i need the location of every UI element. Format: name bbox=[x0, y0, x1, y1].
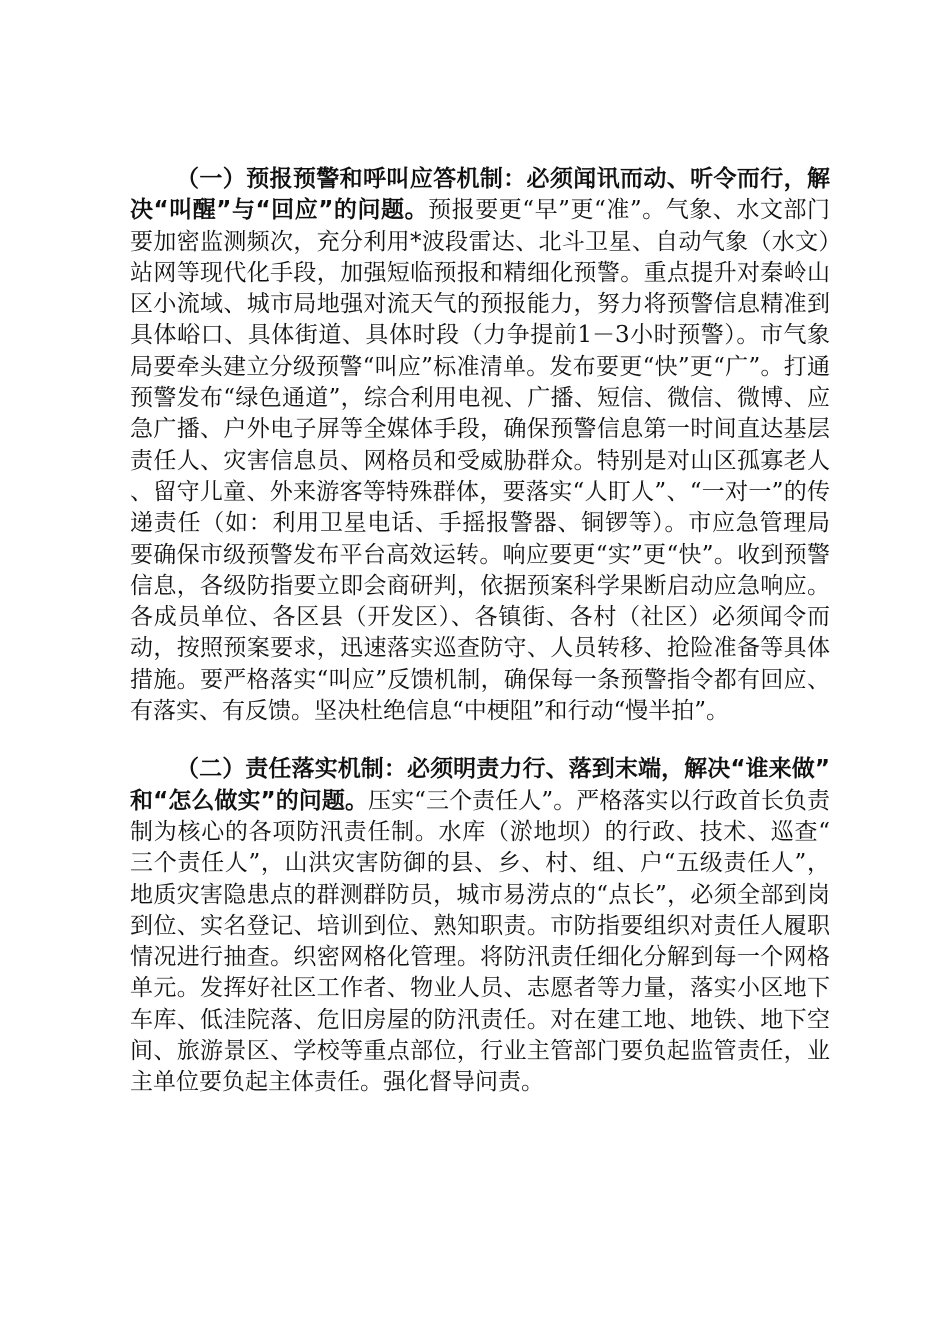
paragraph-heading: （一）预报预警和呼叫应答机制：必须闻讯而动、听令而行，解决“叫醒”与“回应”的问题。 bbox=[130, 166, 830, 224]
paragraph-body: 预报要更“早”更“准”。气象、水文部门要加密监测频次，充分利用*波段雷达、北斗卫星、自动气象（水文）站网等现代化手段，加强短临预报和精细化预警。重点提升对秦岭山区小流域、城市局地强对流天气的预报能力，努力将预警信息精准到具体峪口、具体街道、具体时段（力争提前1－3小时预警）。市气象局要牵头建立分级预警“叫应”标准清单。发布要更“快”更“广”。打通预警发布“绿色通道”，综合利用电视、广播、短信、微信、微博、应急广播、户外电子屏等全媒体手段，确保预警信息第一时间直达基层责任人、灾害信息员、网格员和受威胁群众。特别是对山区孤寡老人、留守儿童、外来游客等特殊群体，要落实“人盯人”、“一对一”的传递责任（如：利用卫星电话、手摇报警器、铜锣等）。市应急管理局要确保市级预警发布平台高效运转。响应要更“实”更“快”。收到预警信息，各级防指要立即会商研判，依据预案科学果断启动应急响应。各成员单位、各区县（开发区）、各镇街、各村（社区）必须闻令而动，按照预案要求，迅速落实巡查防守、人员转移、抢险准备等具体措施。要严格落实“叫应”反馈机制，确保每一条预警指令都有回应、有落实、有反馈。坚决杜绝信息“中梗阻”和行动“慢半拍”。 bbox=[130, 197, 830, 725]
document-page bbox=[130, 164, 830, 1099]
paragraph-heading: （二）责任落实机制：必须明责力行、落到末端，解决“谁来做”和“怎么做实”的问题。 bbox=[130, 756, 830, 814]
paragraph-body: 压实“三个责任人”。严格落实以行政首长负责制为核心的各项防汛责任制。水库（淤地坝）的行政、技术、巡查“三个责任人”，山洪灾害防御的县、乡、村、组、户“五级责任人”，地质灾害隐患点的群测群防员，城市易涝点的“点长”，必须全部到岗到位、实名登记、培训到位、熟知职责。市防指要组织对责任人履职情况进行抽查。织密网格化管理。将防汛责任细化分解到每一个网格单元。发挥好社区工作者、物业人员、志愿者等力量，落实小区地下车库、低洼院落、危旧房屋的防汛责任。对在建工地、地铁、地下空间、旅游景区、学校等重点部位，行业主管部门要负起监管责任，业主单位要负起主体责任。强化督导问责。 bbox=[130, 787, 830, 1096]
paragraph-responsibility bbox=[130, 754, 830, 1098]
paragraph-forecast-warning bbox=[130, 164, 830, 727]
